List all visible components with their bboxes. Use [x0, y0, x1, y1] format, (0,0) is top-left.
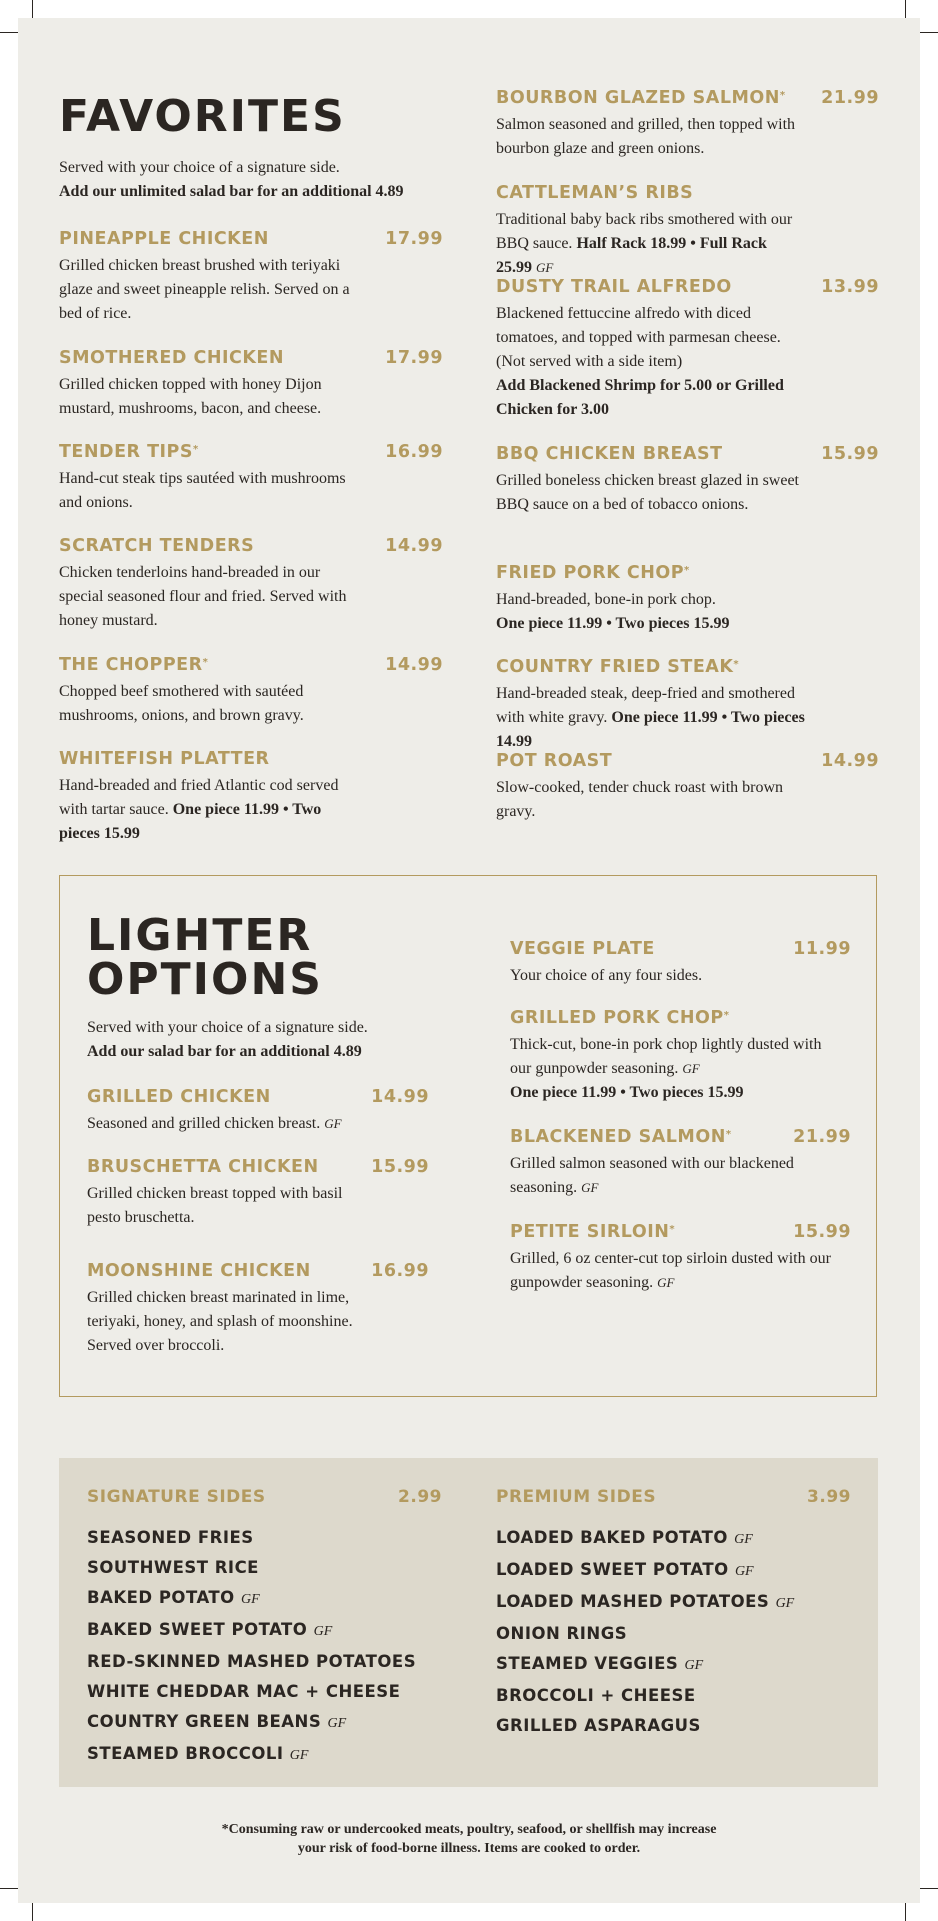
- menu-item-description: [59, 373, 364, 421]
- menu-item-desc-text: Chopped beef smothered with sautéed mushrooms, onions, and brown gravy.: [59, 683, 304, 724]
- menu-item-dusty-trail-alfredo: [496, 276, 879, 422]
- favorites-intro: [59, 156, 459, 204]
- menu-item-title: [496, 562, 879, 584]
- menu-item-desc-text: Traditional baby back ribs smothered with our BBQ sauce.: [496, 211, 793, 252]
- menu-item-description: [496, 776, 806, 824]
- gluten-free-tag: GF: [657, 1275, 675, 1290]
- menu-item-name: GRILLED CHICKEN: [87, 1087, 271, 1107]
- menu-item-pricing-options: One piece 11.99 • Two pieces 15.99: [59, 801, 322, 842]
- raw-warning-asterisk: *: [779, 90, 786, 101]
- raw-warning-asterisk: *: [723, 1010, 730, 1021]
- menu-item-description: [59, 680, 364, 728]
- menu-item-pot-roast: [496, 750, 879, 824]
- menu-item-price: 14.99: [385, 655, 443, 675]
- menu-item-price: 11.99: [793, 939, 851, 959]
- favorites-heading: FAVORITES: [59, 91, 346, 142]
- menu-item-title: [59, 748, 443, 770]
- menu-item-name: TENDER TIPS: [59, 442, 193, 462]
- menu-item-price: 13.99: [821, 277, 879, 297]
- menu-item-description: [496, 682, 806, 754]
- menu-item-name: COUNTRY FRIED STEAK: [496, 657, 734, 677]
- menu-item-pricing-options: One piece 11.99 • Two pieces 15.99: [510, 1084, 744, 1101]
- side-item: [496, 1711, 851, 1741]
- menu-item-name: BBQ CHICKEN BREAST: [496, 444, 723, 464]
- menu-item-desc-text: Grilled, 6 oz center-cut top sirloin dusted with our gunpowder seasoning.: [510, 1250, 831, 1291]
- premium-sides-header: [496, 1487, 851, 1507]
- menu-item-pricing-options: Add Blackened Shrimp for 5.00 or Grilled Chicken for 3.00: [496, 377, 784, 418]
- menu-item-title: [510, 1007, 851, 1029]
- menu-item-description: [510, 1247, 840, 1295]
- gluten-free-tag: GF: [536, 260, 554, 275]
- menu-item-grilled-pork-chop: [510, 1007, 851, 1105]
- side-item-name: RED-SKINNED MASHED POTATOES: [87, 1652, 417, 1671]
- menu-item-desc-text: Hand-breaded steak, deep-fried and smothered with white gravy.: [496, 685, 795, 726]
- raw-warning-asterisk: *: [725, 1129, 732, 1140]
- menu-item-description: [59, 467, 364, 515]
- side-item: [87, 1583, 442, 1615]
- menu-item-name: SCRATCH TENDERS: [59, 536, 255, 556]
- side-item: [87, 1707, 442, 1739]
- favorites-intro-salad: Add our unlimited salad bar for an additional 4.89: [59, 183, 404, 200]
- crop-mark: [918, 1888, 938, 1889]
- menu-item-desc-text: Chicken tenderloins hand-breaded in our special seasoned flour and fried. Served with honey mustard.: [59, 564, 347, 629]
- premium-sides-title: PREMIUM SIDES: [496, 1487, 657, 1507]
- menu-item-desc-text: Seasoned and grilled chicken breast.: [87, 1115, 321, 1132]
- menu-item-moonshine-chicken: [87, 1260, 429, 1358]
- menu-item-pricing-options: One piece 11.99 • Two pieces 14.99: [496, 709, 805, 750]
- menu-item-description: [59, 774, 364, 846]
- crop-mark: [0, 1888, 20, 1889]
- menu-item-name: BRUSCHETTA CHICKEN: [87, 1157, 319, 1177]
- menu-item-name: MOONSHINE CHICKEN: [87, 1261, 311, 1281]
- menu-item-veggie-plate: [510, 938, 851, 988]
- favorites-intro-side: Served with your choice of a signature side.: [59, 159, 340, 176]
- food-safety-disclaimer: [150, 1820, 788, 1858]
- gluten-free-tag: GF: [581, 1180, 599, 1195]
- menu-item-grilled-chicken: [87, 1086, 429, 1136]
- favorites-section: [59, 91, 346, 142]
- lighter-heading: [87, 910, 323, 1005]
- menu-item-name: THE CHOPPER: [59, 655, 203, 675]
- menu-item-price: 15.99: [371, 1157, 429, 1177]
- menu-item-fried-pork-chop: [496, 562, 879, 636]
- menu-item-description: [510, 1033, 840, 1105]
- side-item-name: GRILLED ASPARAGUS: [496, 1716, 701, 1735]
- side-item-name: SEASONED FRIES: [87, 1528, 254, 1547]
- menu-item-description: [510, 964, 840, 988]
- menu-item-smothered-chicken: [59, 347, 443, 421]
- menu-item-price: 14.99: [371, 1087, 429, 1107]
- menu-item-name: DUSTY TRAIL ALFREDO: [496, 277, 732, 297]
- premium-sides-price: 3.99: [807, 1487, 851, 1507]
- menu-item-title: [496, 276, 879, 298]
- menu-item-petite-sirloin: [510, 1221, 851, 1295]
- menu-item-desc-text: Grilled salmon seasoned with our blackened seasoning.: [510, 1155, 794, 1196]
- menu-item-price: 17.99: [385, 229, 443, 249]
- premium-sides: [496, 1487, 851, 1741]
- raw-warning-asterisk: *: [669, 1224, 676, 1235]
- menu-item-price: 15.99: [793, 1222, 851, 1242]
- side-item-name: BAKED POTATO: [87, 1588, 235, 1607]
- menu-item-desc-text: Grilled chicken breast marinated in lime, teriyaki, honey, and splash of moonshine. Served over broccoli.: [87, 1289, 353, 1354]
- lighter-intro-salad: Add our salad bar for an additional 4.89: [87, 1043, 362, 1060]
- side-item-name: SOUTHWEST RICE: [87, 1558, 259, 1577]
- gluten-free-tag: GF: [682, 1061, 700, 1076]
- signature-sides-price: 2.99: [398, 1487, 442, 1507]
- menu-item-price: 16.99: [385, 442, 443, 462]
- menu-item-desc-text: Grilled chicken breast brushed with teriyaki glaze and sweet pineapple relish. Served on a bed of rice.: [59, 257, 350, 322]
- crop-mark: [905, 0, 906, 20]
- menu-item-pricing-options: Half Rack 18.99 • Full Rack 25.99: [496, 235, 767, 276]
- menu-item-name: GRILLED PORK CHOP: [510, 1008, 724, 1028]
- menu-item-whitefish-platter: [59, 748, 443, 846]
- gluten-free-tag: GF: [324, 1116, 342, 1131]
- side-item: [496, 1681, 851, 1711]
- menu-item-cattleman-s-ribs: [496, 182, 879, 280]
- side-item: [496, 1619, 851, 1649]
- side-item-name: LOADED MASHED POTATOES: [496, 1592, 770, 1611]
- premium-sides-list: [496, 1523, 851, 1741]
- menu-item-name: WHITEFISH PLATTER: [59, 749, 270, 769]
- side-item-name: WHITE CHEDDAR MAC + CHEESE: [87, 1682, 401, 1701]
- lighter-heading-line1: LIGHTER: [87, 910, 313, 961]
- menu-item-desc-text: Grilled chicken breast topped with basil pesto bruschetta.: [87, 1185, 343, 1226]
- menu-item-price: 16.99: [371, 1261, 429, 1281]
- menu-item-desc-text: Hand-cut steak tips sautéed with mushrooms and onions.: [59, 470, 346, 511]
- side-item: [496, 1649, 851, 1681]
- gluten-free-tag: GF: [775, 1596, 795, 1611]
- crop-mark: [32, 0, 33, 20]
- menu-item-description: [496, 302, 806, 422]
- menu-item-title: [496, 182, 879, 204]
- menu-item-desc-text: Hand-breaded, bone-in pork chop.: [496, 591, 716, 608]
- menu-item-description: [496, 208, 806, 280]
- side-item: [87, 1739, 442, 1771]
- disclaimer-line1: *Consuming raw or undercooked meats, poultry, seafood, or shellfish may increase: [221, 1822, 717, 1837]
- menu-item-pricing-options: One piece 11.99 • Two pieces 15.99: [496, 615, 730, 632]
- signature-sides-title: SIGNATURE SIDES: [87, 1487, 266, 1507]
- gluten-free-tag: GF: [313, 1624, 333, 1639]
- menu-item-name: VEGGIE PLATE: [510, 939, 655, 959]
- crop-mark: [905, 1901, 906, 1921]
- menu-item-price: 15.99: [821, 444, 879, 464]
- raw-warning-asterisk: *: [202, 657, 209, 668]
- side-item: [496, 1523, 851, 1555]
- menu-item-desc-text: Grilled boneless chicken breast glazed in sweet BBQ sauce on a bed of tobacco onions.: [496, 472, 799, 513]
- menu-item-title: [510, 1126, 851, 1148]
- menu-item-description: [496, 113, 806, 161]
- menu-item-the-chopper: [59, 654, 443, 728]
- menu-item-title: [496, 87, 879, 109]
- menu-item-title: [496, 750, 879, 772]
- menu-item-description: [87, 1112, 379, 1136]
- menu-item-name: SMOTHERED CHICKEN: [59, 348, 284, 368]
- side-item: [87, 1523, 442, 1553]
- menu-item-description: [87, 1182, 379, 1230]
- menu-item-description: [59, 561, 364, 633]
- menu-item-desc-text: Salmon seasoned and grilled, then topped with bourbon glaze and green onions.: [496, 116, 796, 157]
- menu-item-title: [496, 443, 879, 465]
- side-item-name: STEAMED VEGGIES: [496, 1654, 679, 1673]
- lighter-intro-side: Served with your choice of a signature side.: [87, 1019, 368, 1036]
- menu-item-price: 14.99: [821, 751, 879, 771]
- menu-item-bruschetta-chicken: [87, 1156, 429, 1230]
- side-item: [87, 1553, 442, 1583]
- menu-item-desc-text: Hand-breaded and fried Atlantic cod served with tartar sauce.: [59, 777, 339, 818]
- side-item-name: LOADED SWEET POTATO: [496, 1560, 729, 1579]
- side-item-name: BAKED SWEET POTATO: [87, 1620, 308, 1639]
- menu-item-price: 21.99: [793, 1127, 851, 1147]
- menu-item-title: [59, 535, 443, 557]
- menu-item-desc-text: Thick-cut, bone-in pork chop lightly dusted with our gunpowder seasoning.: [510, 1036, 822, 1077]
- lighter-intro: [87, 1016, 427, 1064]
- side-item-name: ONION RINGS: [496, 1624, 628, 1643]
- menu-item-title: [510, 938, 851, 960]
- menu-item-description: [496, 469, 806, 517]
- raw-warning-asterisk: *: [733, 659, 740, 670]
- gluten-free-tag: GF: [734, 1564, 754, 1579]
- menu-item-name: POT ROAST: [496, 751, 613, 771]
- signature-sides-header: [87, 1487, 442, 1507]
- crop-mark: [32, 1901, 33, 1921]
- raw-warning-asterisk: *: [684, 565, 690, 576]
- menu-item-title: [496, 656, 879, 678]
- gluten-free-tag: GF: [684, 1658, 704, 1673]
- menu-item-tender-tips: [59, 441, 443, 515]
- menu-item-price: 17.99: [385, 348, 443, 368]
- disclaimer-line2: your risk of food-borne illness. Items are cooked to order.: [297, 1841, 641, 1856]
- side-item-name: STEAMED BROCCOLI: [87, 1744, 284, 1763]
- crop-mark: [0, 32, 20, 33]
- menu-item-bbq-chicken-breast: [496, 443, 879, 517]
- menu-item-scratch-tenders: [59, 535, 443, 633]
- side-item: [496, 1555, 851, 1587]
- menu-item-pineapple-chicken: [59, 228, 443, 326]
- menu-item-title: [87, 1260, 429, 1282]
- gluten-free-tag: GF: [289, 1748, 309, 1763]
- gluten-free-tag: GF: [240, 1592, 260, 1607]
- menu-item-description: [510, 1152, 840, 1200]
- menu-item-name: PETITE SIRLOIN: [510, 1222, 670, 1242]
- signature-sides: [87, 1487, 442, 1771]
- signature-sides-list: [87, 1523, 442, 1771]
- menu-item-title: [87, 1156, 429, 1178]
- menu-item-name: BLACKENED SALMON: [510, 1127, 726, 1147]
- menu-item-title: [59, 654, 443, 676]
- menu-item-description: [496, 588, 806, 636]
- menu-item-title: [87, 1086, 429, 1108]
- lighter-heading-line2: OPTIONS: [87, 954, 323, 1005]
- menu-item-desc-text: Blackened fettuccine alfredo with diced tomatoes, and topped with parmesan cheese. (Not served with a side item): [496, 305, 781, 370]
- menu-item-title: [510, 1221, 851, 1243]
- menu-item-title: [59, 228, 443, 250]
- menu-item-name: CATTLEMAN’S RIBS: [496, 183, 694, 203]
- side-item: [87, 1677, 442, 1707]
- menu-item-bourbon-glazed-salmon: [496, 87, 879, 161]
- menu-item-name: FRIED PORK CHOP: [496, 563, 685, 583]
- menu-item-title: [59, 441, 443, 463]
- gluten-free-tag: GF: [734, 1532, 753, 1547]
- side-item-name: COUNTRY GREEN BEANS: [87, 1712, 322, 1731]
- menu-item-name: BOURBON GLAZED SALMON: [496, 88, 780, 108]
- side-item-name: LOADED BAKED POTATO: [496, 1528, 728, 1547]
- menu-item-blackened-salmon: [510, 1126, 851, 1200]
- menu-item-description: [59, 254, 364, 326]
- side-item-name: BROCCOLI + CHEESE: [496, 1686, 696, 1705]
- menu-item-price: 14.99: [385, 536, 443, 556]
- menu-item-country-fried-steak: [496, 656, 879, 754]
- side-item: [87, 1615, 442, 1647]
- menu-item-title: [59, 347, 443, 369]
- menu-item-desc-text: Your choice of any four sides.: [510, 967, 703, 984]
- gluten-free-tag: GF: [327, 1716, 347, 1731]
- crop-mark: [918, 32, 938, 33]
- menu-item-desc-text: Grilled chicken topped with honey Dijon mustard, mushrooms, bacon, and cheese.: [59, 376, 322, 417]
- raw-warning-asterisk: *: [192, 444, 199, 455]
- side-item: [87, 1647, 442, 1677]
- menu-item-desc-text: Slow-cooked, tender chuck roast with brown gravy.: [496, 779, 784, 820]
- menu-item-description: [87, 1286, 379, 1358]
- side-item: [496, 1587, 851, 1619]
- menu-item-price: 21.99: [821, 88, 879, 108]
- menu-item-name: PINEAPPLE CHICKEN: [59, 229, 269, 249]
